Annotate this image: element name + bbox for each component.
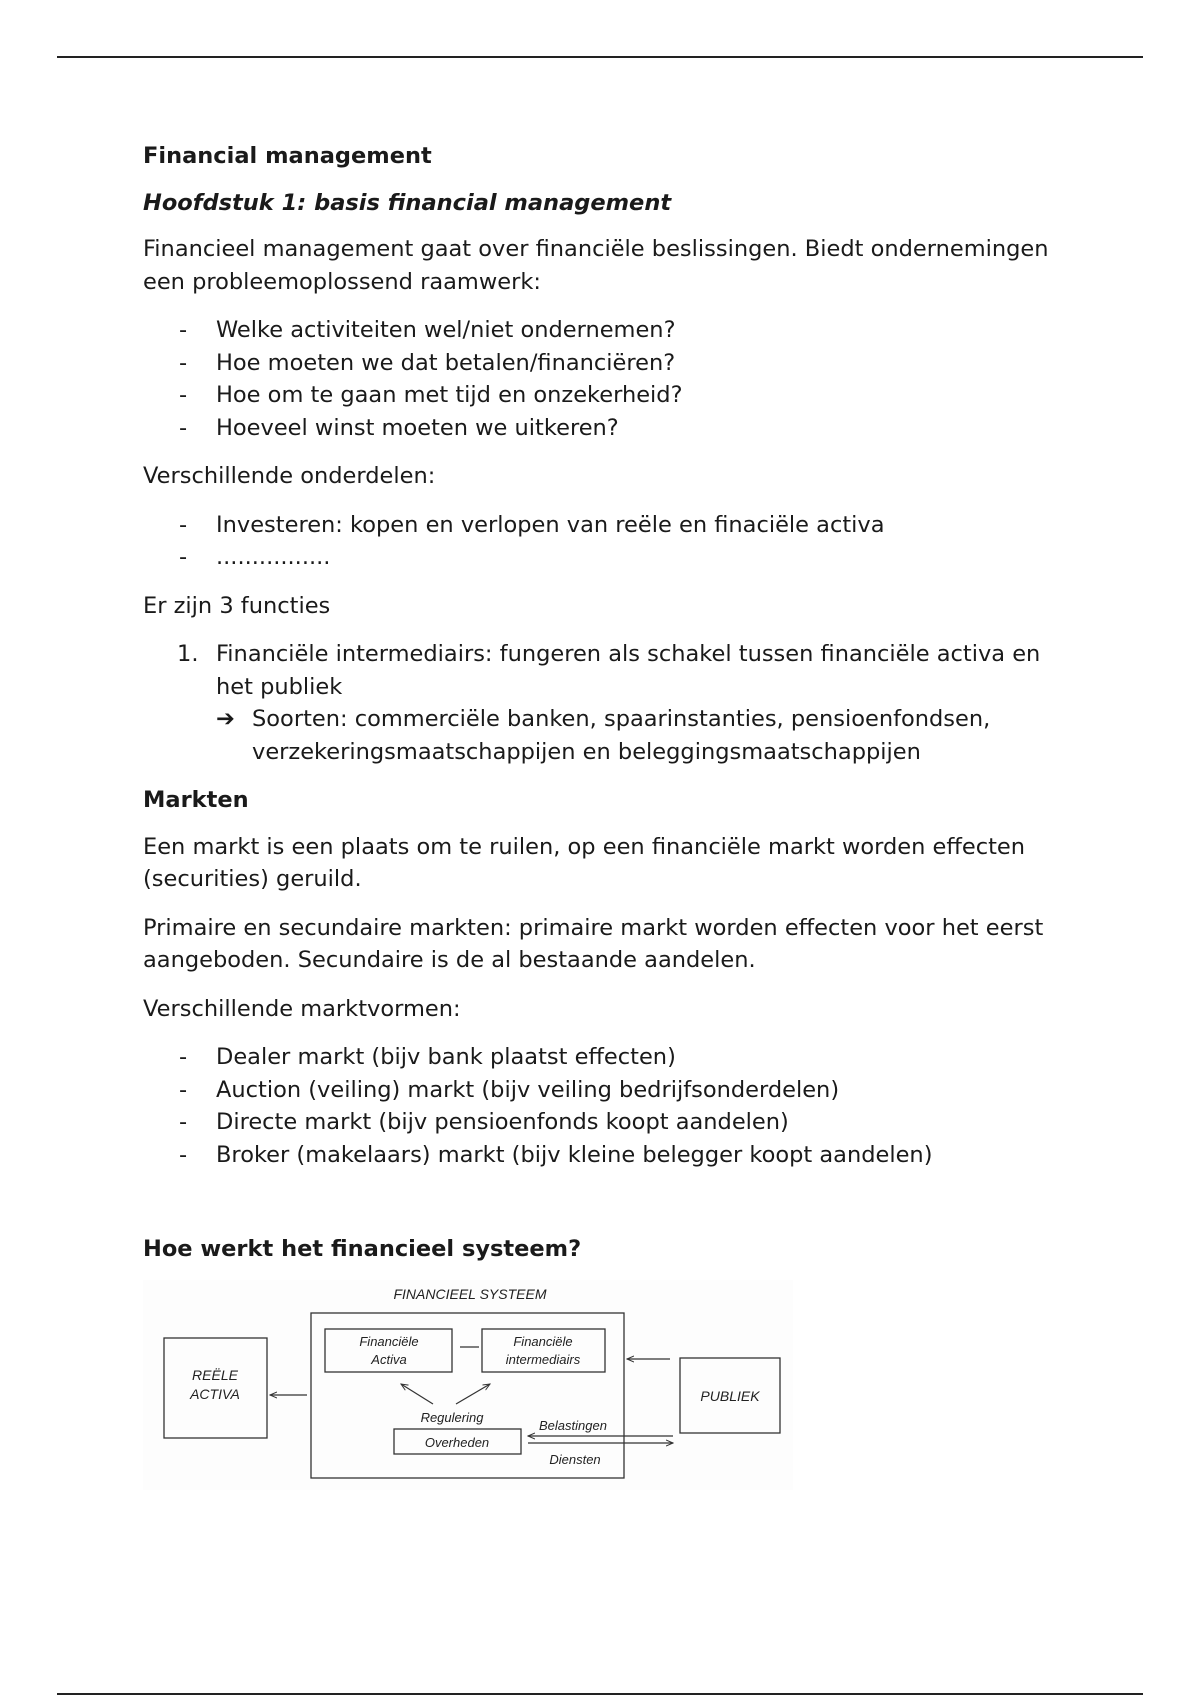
diagram-label: REËLE (192, 1366, 238, 1383)
chapter-heading: Hoofdstuk 1: basis financial management (143, 189, 672, 216)
regulering-arrow-right (456, 1384, 490, 1404)
questions-list (143, 314, 1073, 444)
diagram-label: Activa (371, 1351, 407, 1367)
list-item: - Hoe moeten we dat betalen/financiëren? (179, 349, 676, 376)
list-item: - Auction (veiling) markt (bijv veiling bedrijfsonderdelen) (179, 1076, 840, 1103)
list-item: - ................ (179, 544, 331, 570)
diagram-label: Financiële (513, 1333, 573, 1349)
regulering-arrow-left (401, 1384, 433, 1404)
document-body (143, 140, 1073, 1490)
list-item: - Hoe om te gaan met tijd en onzekerheid? (179, 382, 683, 408)
markets-paragraph-1: Een markt is een plaats om te ruilen, op een financiële markt worden effecten (securities) geruild. (143, 833, 1026, 892)
list-item: 1. Financiële intermediairs: fungeren als schakel tussen financiële activa en het publiek (177, 641, 1041, 700)
system-heading: Hoe werkt het financieel systeem? (143, 1236, 582, 1262)
market-forms-label: Verschillende marktvormen: (143, 995, 461, 1022)
functions-list (143, 638, 1073, 703)
parts-list (143, 509, 1073, 574)
market-forms-list (143, 1041, 1073, 1171)
footer-rule (57, 1693, 1143, 1695)
diagram-label: ACTIVA (190, 1385, 240, 1402)
diagram-label: Overheden (424, 1434, 490, 1450)
diagram-label: Regulering (420, 1409, 484, 1425)
document-title: Financial management (143, 143, 432, 169)
diagram-label: PUBLIEK (700, 1387, 760, 1404)
list-item: - Broker (makelaars) markt (bijv kleine belegger koopt aandelen) (179, 1141, 933, 1168)
markets-paragraph-2: Primaire en secundaire markten: primaire markt worden effecten voor het eerst aangeboden. Secundaire is de al bestaande aandelen. (143, 914, 1044, 973)
diagram-label: Financiële (359, 1333, 419, 1349)
header-rule (57, 56, 1143, 58)
functions-label: Er zijn 3 functies (143, 592, 331, 619)
diagram-system-title: FINANCIEEL SYSTEEM (393, 1285, 547, 1302)
diagram-label: Diensten (549, 1451, 601, 1467)
markets-heading: Markten (143, 787, 249, 813)
list-item: - Hoeveel winst moeten we uitkeren? (179, 414, 619, 441)
intro-paragraph: Financieel management gaat over financiële beslissingen. Biedt ondernemingen een probleemoplossend raamwerk: (143, 236, 1049, 295)
financial-system-diagram (143, 1280, 793, 1490)
diagram-label: intermediairs (505, 1351, 581, 1367)
arrow-note: ➔ Soorten: commerciële banken, spaarinstanties, pensioenfondsen, verzekeringsmaatschappijen en beleggingsmaatschappijen (143, 703, 1073, 768)
list-item: - Investeren: kopen en verlopen van reële en finaciële activa (179, 511, 885, 538)
parts-label: Verschillende onderdelen: (143, 463, 436, 489)
diagram-label: Belastingen (539, 1417, 607, 1433)
list-item: - Directe markt (bijv pensioenfonds koopt aandelen) (179, 1109, 789, 1135)
arrow-right-icon: ➔ (216, 706, 235, 732)
list-item: - Dealer markt (bijv bank plaatst effecten) (179, 1044, 676, 1070)
list-item: - Welke activiteiten wel/niet ondernemen? (179, 317, 676, 343)
